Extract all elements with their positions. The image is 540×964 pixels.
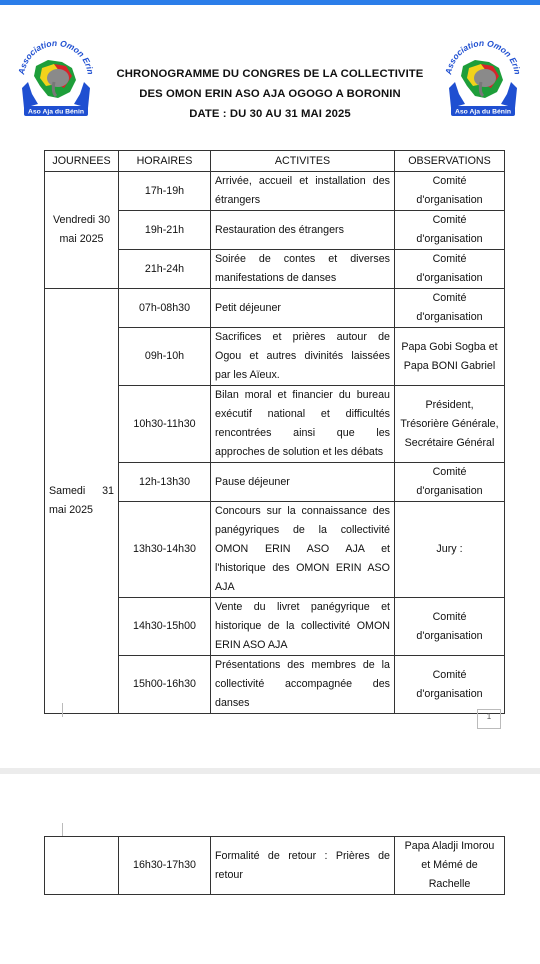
observation-line: et Mémé de bbox=[421, 859, 478, 871]
time-cell: 17h-19h bbox=[119, 172, 211, 211]
activity-cell bbox=[211, 502, 395, 598]
page-corner-mark bbox=[62, 703, 63, 717]
day-line: Samedi 31 bbox=[49, 485, 114, 497]
observation-cell bbox=[395, 656, 505, 714]
activity-line: historique de la collectivité OMON bbox=[215, 620, 390, 632]
observation-line: d'organisation bbox=[416, 194, 483, 206]
time-cell: 13h30-14h30 bbox=[119, 502, 211, 598]
time-cell: 07h-08h30 bbox=[119, 289, 211, 328]
page-number: 1 bbox=[477, 709, 501, 729]
header-title-line1: CHRONOGRAMME DU CONGRES DE LA COLLECTIVITE bbox=[116, 68, 424, 80]
day-cell-vendredi bbox=[45, 172, 119, 289]
observation-line: Comité bbox=[432, 466, 467, 478]
column-header-journees: JOURNEES bbox=[45, 151, 119, 172]
association-logo-left bbox=[14, 38, 98, 122]
activity-line: étrangers bbox=[215, 194, 261, 206]
day-line: Vendredi 30 bbox=[52, 214, 111, 226]
activity-cell bbox=[211, 598, 395, 656]
logo-banner-text: Aso Aja du Bénin bbox=[27, 108, 85, 116]
header-date: DATE : DU 30 AU 31 MAI 2025 bbox=[189, 108, 351, 120]
activity-line: danses bbox=[215, 697, 250, 709]
activity-line: Concours sur la connaissance des bbox=[215, 505, 390, 517]
activity-line: collectivité accompagnée des bbox=[215, 678, 390, 690]
time-cell: 14h30-15h00 bbox=[119, 598, 211, 656]
logo-arc-text: Association Omon Erin bbox=[443, 38, 523, 76]
activity-cell bbox=[211, 172, 395, 211]
activity-line: OMON ERIN ASO AJA et bbox=[215, 543, 390, 555]
time-cell: 21h-24h bbox=[119, 250, 211, 289]
day-line: mai 2025 bbox=[49, 504, 93, 516]
observation-line: d'organisation bbox=[416, 272, 483, 284]
activity-cell bbox=[211, 289, 395, 328]
observation-cell bbox=[395, 289, 505, 328]
observation-cell bbox=[395, 211, 505, 250]
activity-line: Petit déjeuner bbox=[215, 301, 281, 314]
activity-cell bbox=[211, 463, 395, 502]
table-row bbox=[45, 289, 505, 328]
observation-cell bbox=[395, 463, 505, 502]
observation-line: Rachelle bbox=[428, 878, 471, 890]
observation-line: Comité bbox=[432, 610, 467, 623]
activity-line: Bilan moral et financier du bureau bbox=[215, 389, 390, 401]
observation-line: Comité bbox=[432, 668, 467, 681]
column-header-horaires: HORAIRES bbox=[119, 151, 211, 172]
observation-cell bbox=[395, 250, 505, 289]
logo-banner-text: Aso Aja du Bénin bbox=[454, 108, 512, 116]
day-line: mai 2025 bbox=[59, 233, 104, 245]
time-cell: 19h-21h bbox=[119, 211, 211, 250]
logo-arc-text: Association Omon Erin bbox=[16, 38, 96, 76]
observation-cell bbox=[395, 598, 505, 656]
observation-line: d'organisation bbox=[416, 629, 483, 642]
activity-line: Arrivée, accueil et installation des bbox=[215, 175, 390, 187]
document-header bbox=[110, 64, 430, 124]
activity-line: retour bbox=[215, 868, 243, 881]
observation-line: Secrétaire Général bbox=[404, 436, 495, 449]
activity-line: Restauration des étrangers bbox=[215, 223, 344, 236]
observation-line: d'organisation bbox=[416, 485, 483, 497]
page-corner-mark bbox=[62, 823, 63, 837]
time-cell: 10h30-11h30 bbox=[119, 386, 211, 463]
activity-line: panégyriques de la collectivité bbox=[215, 524, 390, 536]
time-cell: 15h00-16h30 bbox=[119, 656, 211, 714]
activity-line: Vente du livret panégyrique et bbox=[215, 601, 390, 613]
activity-line: Sacrifices et prières autour de bbox=[215, 331, 390, 343]
schedule-table bbox=[44, 150, 505, 714]
activity-cell bbox=[211, 386, 395, 463]
observation-line: Jury : bbox=[436, 543, 463, 555]
activity-line: Soirée de contes et diverses bbox=[215, 253, 390, 265]
time-cell: 09h-10h bbox=[119, 328, 211, 386]
observation-line: d'organisation bbox=[416, 687, 483, 700]
activity-line: manifestations de danses bbox=[215, 272, 337, 284]
activity-cell bbox=[211, 837, 395, 895]
activity-line: rencontrées ainsi que les bbox=[215, 427, 390, 439]
observation-cell bbox=[395, 172, 505, 211]
activity-line: l'historique des OMON ERIN ASO bbox=[215, 562, 390, 574]
column-header-observations: OBSERVATIONS bbox=[395, 151, 505, 172]
activity-cell bbox=[211, 250, 395, 289]
observation-line: Trésorière Générale, bbox=[400, 417, 499, 430]
header-title-line2: DES OMON ERIN ASO AJA OGOGO A BORONIN bbox=[139, 88, 401, 100]
activity-line: Présentations des membres de la bbox=[215, 659, 390, 671]
observation-cell bbox=[395, 502, 505, 598]
day-cell-samedi bbox=[45, 289, 119, 714]
table-row bbox=[45, 837, 505, 895]
activity-line: exécutif national et difficultés bbox=[215, 408, 390, 420]
table-row bbox=[45, 172, 505, 211]
activity-line: Pause déjeuner bbox=[215, 475, 290, 488]
observation-line: d'organisation bbox=[416, 233, 483, 245]
observation-line: Comité bbox=[432, 175, 467, 187]
column-header-activites: ACTIVITES bbox=[211, 151, 395, 172]
observation-line: Président, bbox=[425, 398, 474, 411]
observation-line: Comité bbox=[432, 214, 467, 226]
activity-cell bbox=[211, 656, 395, 714]
activity-line: Ogou et autres divinités laissées bbox=[215, 350, 390, 362]
activity-line: approches de solution et les débats bbox=[215, 446, 384, 458]
observation-line: Papa Aladji Imorou bbox=[404, 840, 495, 852]
observation-line: Papa BONI Gabriel bbox=[403, 359, 496, 372]
day-cell-empty bbox=[45, 837, 119, 895]
time-cell: 16h30-17h30 bbox=[119, 837, 211, 895]
activity-line: par les Aïeux. bbox=[215, 369, 280, 381]
observation-line: d'organisation bbox=[416, 311, 483, 323]
time-cell: 12h-13h30 bbox=[119, 463, 211, 502]
activity-line: ERIN ASO AJA bbox=[215, 639, 288, 651]
activity-cell bbox=[211, 328, 395, 386]
observation-line: Papa Gobi Sogba et bbox=[401, 340, 498, 353]
activity-line: Formalité de retour : Prières de bbox=[215, 849, 390, 862]
association-logo-right bbox=[441, 38, 525, 122]
observation-line: Comité bbox=[432, 253, 467, 265]
activity-cell bbox=[211, 211, 395, 250]
activity-line: AJA bbox=[215, 581, 235, 593]
schedule-table-continued bbox=[44, 836, 505, 895]
observation-cell bbox=[395, 328, 505, 386]
observation-cell bbox=[395, 386, 505, 463]
table-header-row bbox=[45, 151, 505, 172]
observation-line: Comité bbox=[432, 292, 467, 304]
observation-cell bbox=[395, 837, 505, 895]
